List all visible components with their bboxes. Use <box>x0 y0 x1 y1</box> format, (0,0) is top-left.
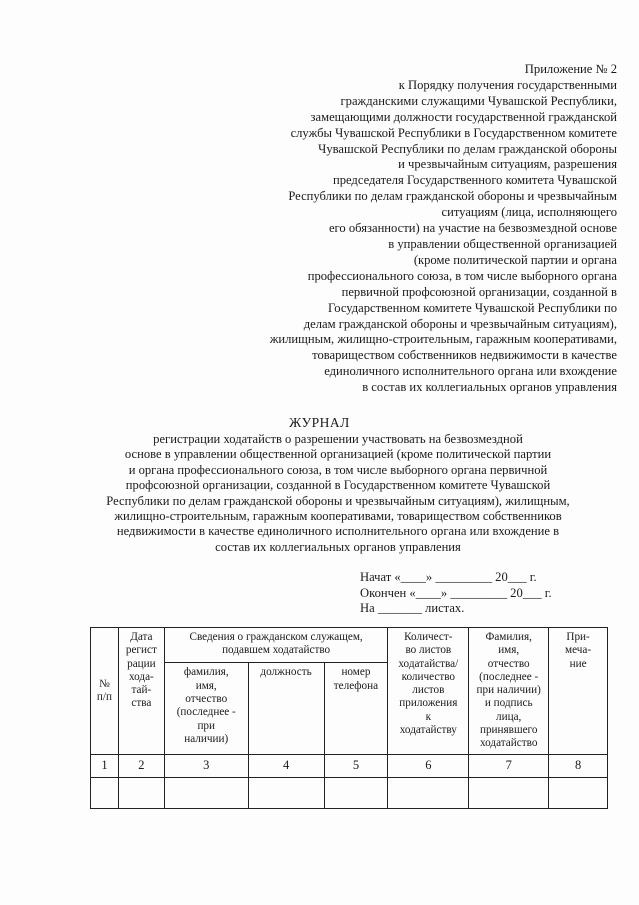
journal-subtitle-line: состав их коллегиальных органов управления <box>215 539 461 554</box>
appendix-line: в управлении общественной организацией <box>388 236 617 251</box>
header-row <box>91 628 608 663</box>
appendix-line: жилищным, жилищно-строительным, гаражным кооперативами, <box>269 332 617 347</box>
appendix-line: и чрезвычайным ситуациям, разрешения <box>398 157 617 172</box>
journal-subtitle-line: Республики по делам гражданской обороны и чрезвычайным ситуациям), жилищным, <box>106 493 570 508</box>
column-number: 6 <box>388 754 469 777</box>
entry-cell[interactable] <box>549 777 608 808</box>
entry-cell[interactable] <box>164 777 248 808</box>
column-number-row <box>91 754 608 777</box>
journal-subtitle-line: и органа профессионального союза, в том числе выборного органа первичной <box>128 462 548 477</box>
journal-subtitle <box>88 432 588 555</box>
appendix-line: службы Чувашской Республики в Государственном комитете <box>290 125 617 140</box>
entry-cell[interactable] <box>91 777 119 808</box>
appendix-line: профессионального союза, в том числе выборного органа <box>307 268 617 283</box>
header-fio: фамилия, имя, отчество (последнее - при наличии) <box>164 663 248 754</box>
journal-subtitle-line: жилищно-строительным, гаражным кооперативами, товариществом собственников <box>114 509 562 524</box>
appendix-line: в состав их коллегиальных органов управления <box>362 380 617 395</box>
entry-cell[interactable] <box>469 777 549 808</box>
header-phone: номер телефона <box>324 663 388 754</box>
appendix-line: замещающими должности государственной гражданской <box>310 109 617 124</box>
sheets-line: На _______ листах. <box>360 601 465 615</box>
entry-cell[interactable] <box>118 777 164 808</box>
column-number: 1 <box>91 754 119 777</box>
journal-subtitle-line: недвижимости в качестве единоличного исполнительного органа или вхождение в <box>116 524 560 539</box>
entry-cell[interactable] <box>324 777 388 808</box>
column-number: 7 <box>469 754 549 777</box>
appendix-header <box>197 62 617 396</box>
journal-title: ЖУРНАЛ <box>289 415 350 430</box>
empty-entry-row <box>91 777 608 808</box>
entry-cell[interactable] <box>388 777 469 808</box>
started-line: Начат «____» _________ 20___ г. <box>360 570 537 584</box>
journal-subtitle-line: профсоюзной организации, созданной в Государственном комитете Чувашской <box>125 478 551 493</box>
ended-line: Окончен «____» _________ 20___ г. <box>360 585 552 600</box>
header-accepter: Фамилия, имя, отчество (последнее - при наличии) и подпись лица, принявшего ходатайство <box>469 628 549 755</box>
column-number: 4 <box>248 754 324 777</box>
appendix-line: Государственном комитете Чувашской Республики по <box>328 300 617 315</box>
appendix-line: первичной профсоюзной организации, созданной в <box>341 284 617 299</box>
journal-subtitle-line: основе в управлении общественной организацией (кроме политической партии <box>124 447 552 462</box>
header-date: Дата регист рации хода- тай- ства <box>118 628 164 755</box>
registration-table <box>90 627 608 809</box>
appendix-line: председателя Государственного комитета Чувашской <box>332 173 617 188</box>
column-number: 2 <box>118 754 164 777</box>
appendix-line: гражданскими служащими Чувашской Республики, <box>340 93 617 108</box>
journal-meta <box>360 570 552 617</box>
appendix-line: к Порядку получения государственными <box>398 77 617 92</box>
header-info-group: Сведения о гражданском служащем, подавшем ходатайство <box>164 628 388 663</box>
appendix-line: Республики по делам гражданской обороны и чрезвычайным <box>288 189 617 204</box>
header-num: № п/п <box>91 628 119 755</box>
column-number: 3 <box>164 754 248 777</box>
header-sheets: Количест- во листов ходатайства/ количество листов приложения к ходатайству <box>388 628 469 755</box>
appendix-line: Чувашской Республики по делам гражданской обороны <box>318 141 617 156</box>
column-number: 8 <box>549 754 608 777</box>
header-note: При- меча- ние <box>549 628 608 755</box>
column-number: 5 <box>324 754 388 777</box>
entry-cell[interactable] <box>248 777 324 808</box>
appendix-line: Приложение № 2 <box>524 62 617 76</box>
appendix-line: товариществом собственников недвижимости в качестве <box>312 348 617 363</box>
appendix-line: единоличного исполнительного органа или вхождение <box>324 364 617 379</box>
journal-subtitle-line: регистрации ходатайств о разрешении участвовать на безвозмездной <box>153 432 523 446</box>
appendix-line: делам гражданской обороны и чрезвычайным ситуациям), <box>303 316 617 331</box>
header-position: должность <box>248 663 324 754</box>
appendix-line: его обязанности) на участие на безвозмездной основе <box>328 221 617 236</box>
appendix-line: ситуациям (лица, исполняющего <box>441 205 617 220</box>
appendix-line: (кроме политической партии и органа <box>413 252 617 267</box>
